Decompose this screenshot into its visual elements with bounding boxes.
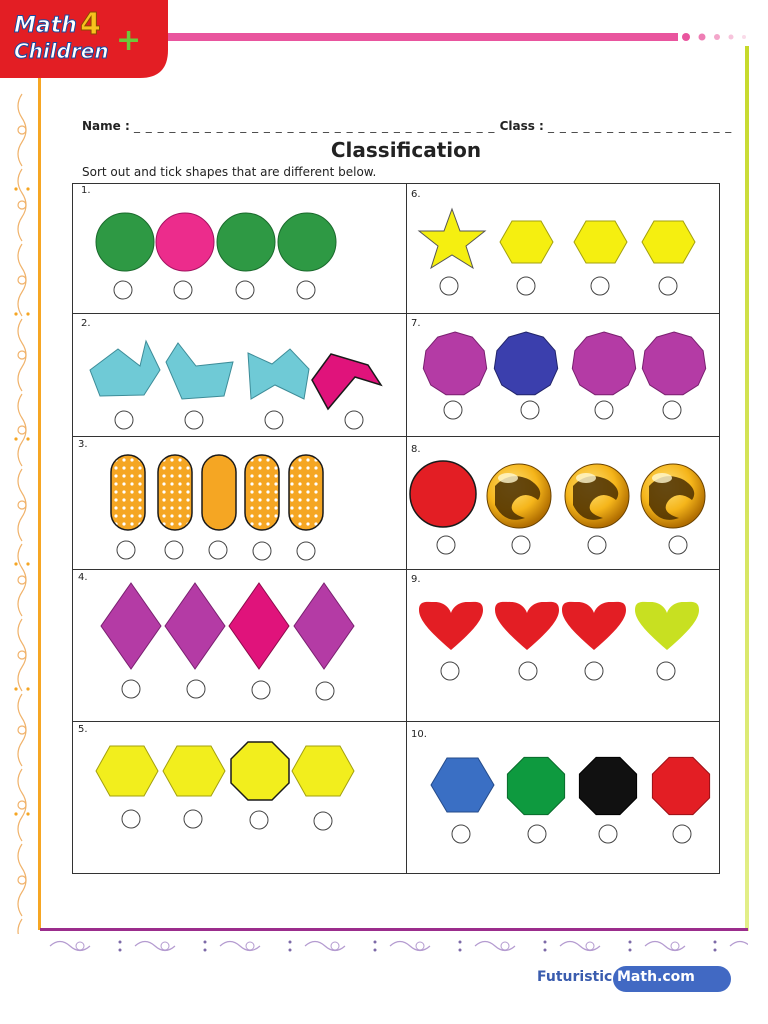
dotted-orange-capsule [289,455,323,530]
purple-polygon [642,332,705,395]
tick-circle[interactable] [521,401,539,419]
question-number: 10. [411,729,427,740]
purple-diamond [165,583,225,669]
yellow-green-heart [635,602,699,650]
yellow-hexagon [163,746,225,796]
tick-circle[interactable] [297,281,315,299]
question-number: 3. [78,439,88,450]
dotted-orange-capsule [158,455,192,530]
question-number: 9. [411,574,421,585]
light-blue-polygon [248,349,309,399]
tick-circle[interactable] [184,810,202,828]
footer-text-math-com: Math.com [617,969,695,985]
tick-circle[interactable] [663,401,681,419]
tick-circle[interactable] [585,662,603,680]
green-octagon [507,757,564,814]
tick-circle[interactable] [657,662,675,680]
dotted-orange-capsule [245,455,279,530]
tick-circle[interactable] [174,281,192,299]
red-heart [562,602,626,650]
yellow-hexagon [574,221,627,263]
question-number: 6. [411,189,421,200]
yellow-hexagon [292,746,354,796]
svg-text:4: 4 [80,7,101,42]
tick-circle[interactable] [236,281,254,299]
marble [565,464,629,528]
blue-hexagon [431,758,494,812]
page-title: Classification [330,138,482,162]
svg-text:Math: Math [14,13,77,38]
tick-circle[interactable] [517,277,535,295]
marble [487,464,551,528]
tick-circle[interactable] [265,411,283,429]
magenta-polygon [312,354,381,409]
tick-circle[interactable] [444,401,462,419]
tick-circle[interactable] [519,662,537,680]
footer-text-futuristic: Futuristic [537,969,613,985]
tick-circle[interactable] [437,536,455,554]
tick-circle[interactable] [253,542,271,560]
light-blue-polygon [90,341,160,396]
plain-orange-capsule [202,455,236,530]
class-field[interactable]: _ _ _ _ _ _ _ _ _ _ _ _ _ _ _ _ [548,119,733,133]
blue-polygon [494,332,557,395]
red-circle [410,461,476,527]
class-label: Class : [499,119,544,133]
dotted-orange-capsule [111,455,145,530]
red-octagon [652,757,709,814]
instruction-text: Sort out and tick shapes that are different below. [82,165,377,179]
tick-circle[interactable] [122,680,140,698]
tick-circle[interactable] [122,810,140,828]
name-label: Name : [82,119,130,133]
tick-circle[interactable] [591,277,609,295]
tick-circle[interactable] [314,812,332,830]
svg-text:+: + [116,23,142,58]
purple-diamond [101,583,161,669]
tick-circle[interactable] [117,541,135,559]
red-heart [419,602,483,650]
purple-polygon [572,332,635,395]
red-heart [495,602,559,650]
tick-circle[interactable] [659,277,677,295]
question-number: 5. [78,724,88,735]
light-blue-polygon [166,343,233,399]
question-number: 4. [78,572,88,583]
tick-circle[interactable] [250,811,268,829]
tick-circle[interactable] [599,825,617,843]
tick-circle[interactable] [115,411,133,429]
name-field[interactable]: _ _ _ _ _ _ _ _ _ _ _ _ _ _ _ _ _ _ _ _ _ _ _ _ _ _ _ _ _ _ _ [133,119,496,133]
green-circle [217,213,275,271]
tick-circle[interactable] [452,825,470,843]
pink-circle [156,213,214,271]
tick-circle[interactable] [316,682,334,700]
tick-circle[interactable] [345,411,363,429]
question-number: 8. [411,444,421,455]
green-circle [278,213,336,271]
tick-circle[interactable] [185,411,203,429]
black-octagon [579,757,636,814]
tick-circle[interactable] [595,401,613,419]
tick-circle[interactable] [252,681,270,699]
tick-circle[interactable] [187,680,205,698]
yellow-hexagon [500,221,553,263]
purple-polygon [423,332,486,395]
tick-circle[interactable] [114,281,132,299]
question-number: 1. [81,185,91,196]
tick-circle[interactable] [528,825,546,843]
pink-diamond [229,583,289,669]
yellow-star [419,209,485,268]
tick-circle[interactable] [673,825,691,843]
tick-circle[interactable] [512,536,530,554]
yellow-hexagon [96,746,158,796]
green-circle [96,213,154,271]
tick-circle[interactable] [209,541,227,559]
yellow-octagon [231,742,289,800]
marble [641,464,705,528]
tick-circle[interactable] [669,536,687,554]
svg-text:Children: Children [14,39,109,63]
tick-circle[interactable] [440,277,458,295]
question-number: 7. [411,318,421,329]
tick-circle[interactable] [165,541,183,559]
question-number: 2. [81,318,91,329]
purple-diamond [294,583,354,669]
tick-circle[interactable] [297,542,315,560]
tick-circle[interactable] [588,536,606,554]
yellow-hexagon [642,221,695,263]
tick-circle[interactable] [441,662,459,680]
